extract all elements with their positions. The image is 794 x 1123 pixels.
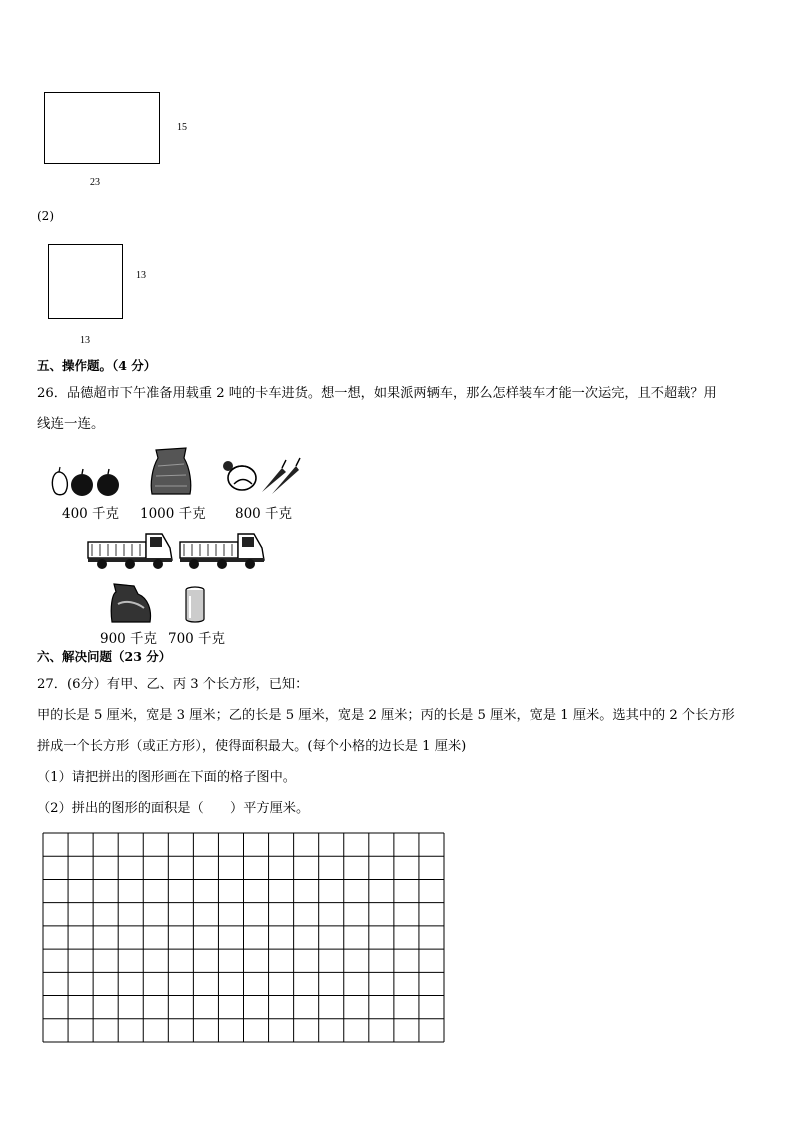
can-weight-label: 700 千克 (168, 631, 226, 647)
square-bottom-label: 13 (80, 335, 90, 346)
bag-picture (108, 582, 154, 624)
vegetables-picture (220, 456, 302, 496)
question-27-line-2: 甲的长是 5 厘米，宽是 3 厘米；乙的长是 5 厘米，宽是 2 厘米；丙的长是 5 厘米，宽是 1 厘米。选其中的 2 个长方形 (37, 708, 735, 723)
fruit-weight-label: 400 千克 (62, 506, 120, 522)
question-27-sub-2: （2）拼出的图形的面积是（ ）平方厘米。 (37, 801, 310, 816)
section-6-heading: 六、解决问题（23 分） (37, 649, 172, 664)
fruit-picture (48, 464, 122, 498)
can-picture (184, 586, 206, 624)
square-13-by-13 (48, 244, 123, 319)
rectangle-23-by-15 (44, 92, 160, 164)
square-side-label: 13 (136, 270, 146, 281)
question-27-line-3: 拼成一个长方形（或正方形），使得面积最大。(每个小格的边长是 1 厘米) (37, 739, 467, 754)
sack-weight-label: 1000 千克 (140, 506, 206, 522)
section-5-heading: 五、操作题。（4 分） (37, 358, 157, 373)
sack-picture (148, 446, 194, 496)
question-26-line-2: 线连一连。 (37, 416, 105, 432)
rectangle-bottom-label: 23 (90, 177, 100, 188)
rectangle-side-label: 15 (177, 122, 187, 133)
truck-2-picture (178, 528, 266, 570)
part-2-label: (2) (37, 209, 54, 223)
bag-weight-label: 900 千克 (100, 631, 158, 647)
vegetables-weight-label: 800 千克 (235, 506, 293, 522)
truck-1-picture (86, 528, 174, 570)
question-26-line-1: 26．品德超市下午准备用载重 2 吨的卡车进货。想一想，如果派两辆车，那么怎样装车才能一次运完，且不超载？用 (37, 386, 717, 401)
question-27-line-1: 27．(6分）有甲、乙、丙 3 个长方形，已知： (37, 677, 309, 692)
drawing-grid[interactable] (42, 832, 446, 1044)
question-27-sub-1: （1）请把拼出的图形画在下面的格子图中。 (37, 770, 296, 785)
